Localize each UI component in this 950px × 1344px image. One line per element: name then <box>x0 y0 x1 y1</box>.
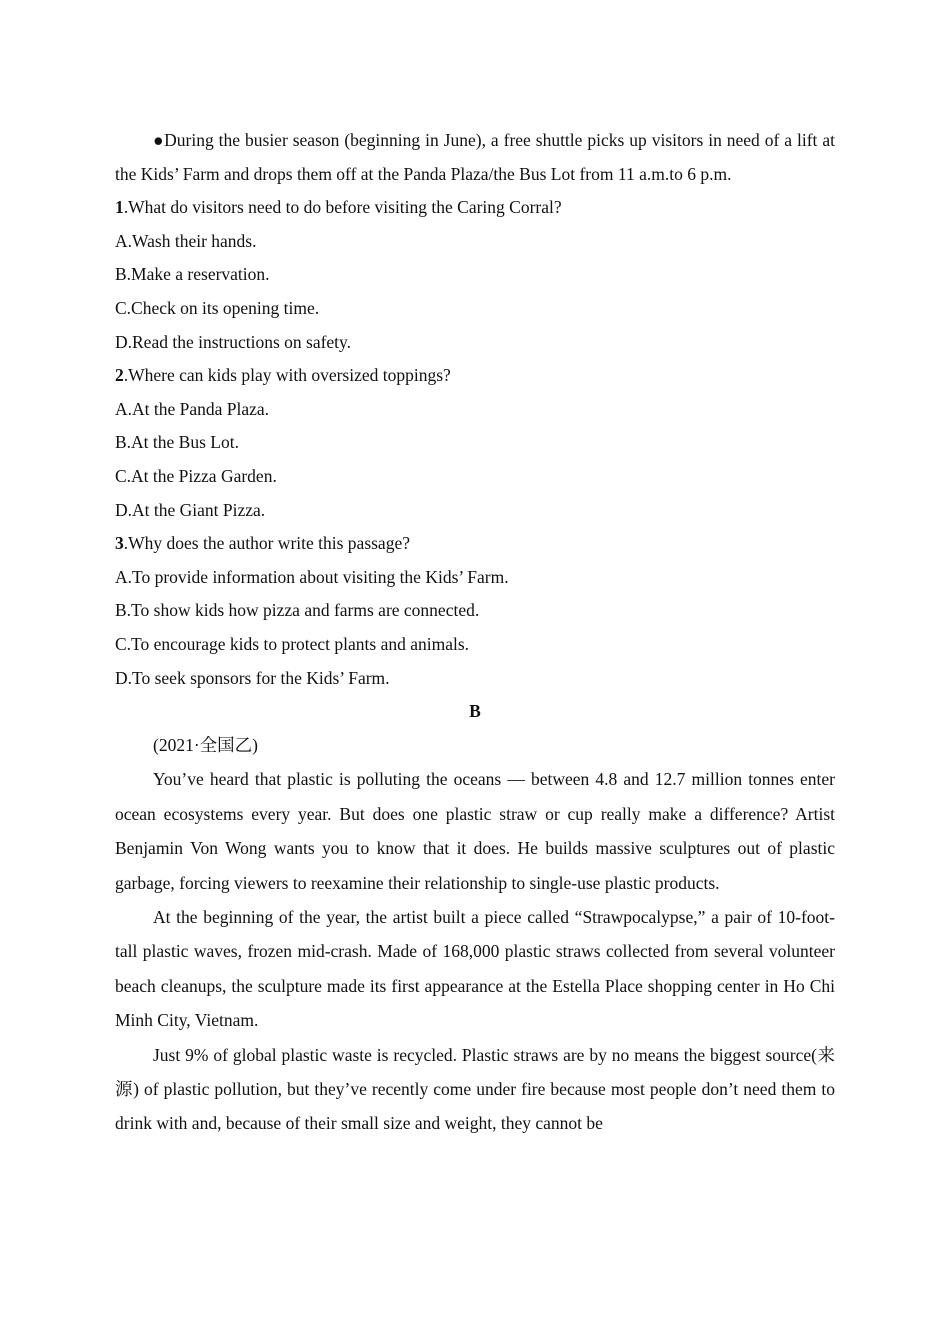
document-page <box>115 124 835 1141</box>
option-c: C.Check on its opening time. <box>115 297 320 318</box>
option-d: D.Read the instructions on safety. <box>115 331 352 352</box>
intro-paragraph: ●During the busier season (beginning in June), a free shuttle picks up visitors in need of a lift at the Kids’ Farm and drops them off at the Panda Plaza/the Bus Lot from 11 a.m.to 6 p.m. <box>115 130 835 184</box>
question-stem <box>115 191 835 225</box>
question-stem <box>115 527 835 561</box>
question-text: .Where can kids play with oversized toppings? <box>123 365 451 386</box>
option-a: A.To provide information about visiting the Kids’ Farm. <box>115 566 509 587</box>
option-c: C.At the Pizza Garden. <box>115 465 277 486</box>
passage-paragraph-2: At the beginning of the year, the artist built a piece called “Strawpocalypse,” a pair of 10-foot-tall plastic waves, frozen mid-crash. Made of 168,000 plastic straws collected from several volunteer beach cleanups, the sculpture made its first appearance at the Estella Place shopping center in Ho Chi Minh City, Vietnam. <box>115 906 835 1031</box>
option-c: C.To encourage kids to protect plants and animals. <box>115 633 470 654</box>
option-a: A.Wash their hands. <box>115 230 257 251</box>
question-number: 2 <box>115 365 124 386</box>
option-d: D.To seek sponsors for the Kids’ Farm. <box>115 667 390 688</box>
question-number: 3 <box>115 533 124 554</box>
question-number: 1 <box>115 197 124 218</box>
question-3 <box>115 527 835 695</box>
option-a: A.At the Panda Plaza. <box>115 398 270 419</box>
question-1 <box>115 191 835 359</box>
question-text: .Why does the author write this passage? <box>123 533 410 554</box>
question-2 <box>115 359 835 527</box>
passage-source: (2021·全国乙) <box>153 734 258 755</box>
option-b: B.Make a reservation. <box>115 264 270 285</box>
question-stem <box>115 359 835 393</box>
section-heading: B <box>469 701 481 722</box>
option-b: B.To show kids how pizza and farms are connected. <box>115 600 480 621</box>
question-text: .What do visitors need to do before visiting the Caring Corral? <box>123 197 562 218</box>
option-b: B.At the Bus Lot. <box>115 432 239 453</box>
passage-paragraph-1: You’ve heard that plastic is polluting the oceans — between 4.8 and 12.7 million tonnes enter ocean ecosystems every year. But does one plastic straw or cup really make a difference? Artist Benjamin Von Wong wants you to know that it does. He builds massive sculptures out of plastic garbage, forcing viewers to reexamine their relationship to single-use plastic products. <box>115 769 835 893</box>
passage-paragraph-3: Just 9% of global plastic waste is recycled. Plastic straws are by no means the biggest source(来源) of plastic pollution, but they’ve recently come under fire because most people don’t need them to drink with and, because of their small size and weight, they cannot be <box>115 1044 835 1134</box>
option-d: D.At the Giant Pizza. <box>115 499 266 520</box>
